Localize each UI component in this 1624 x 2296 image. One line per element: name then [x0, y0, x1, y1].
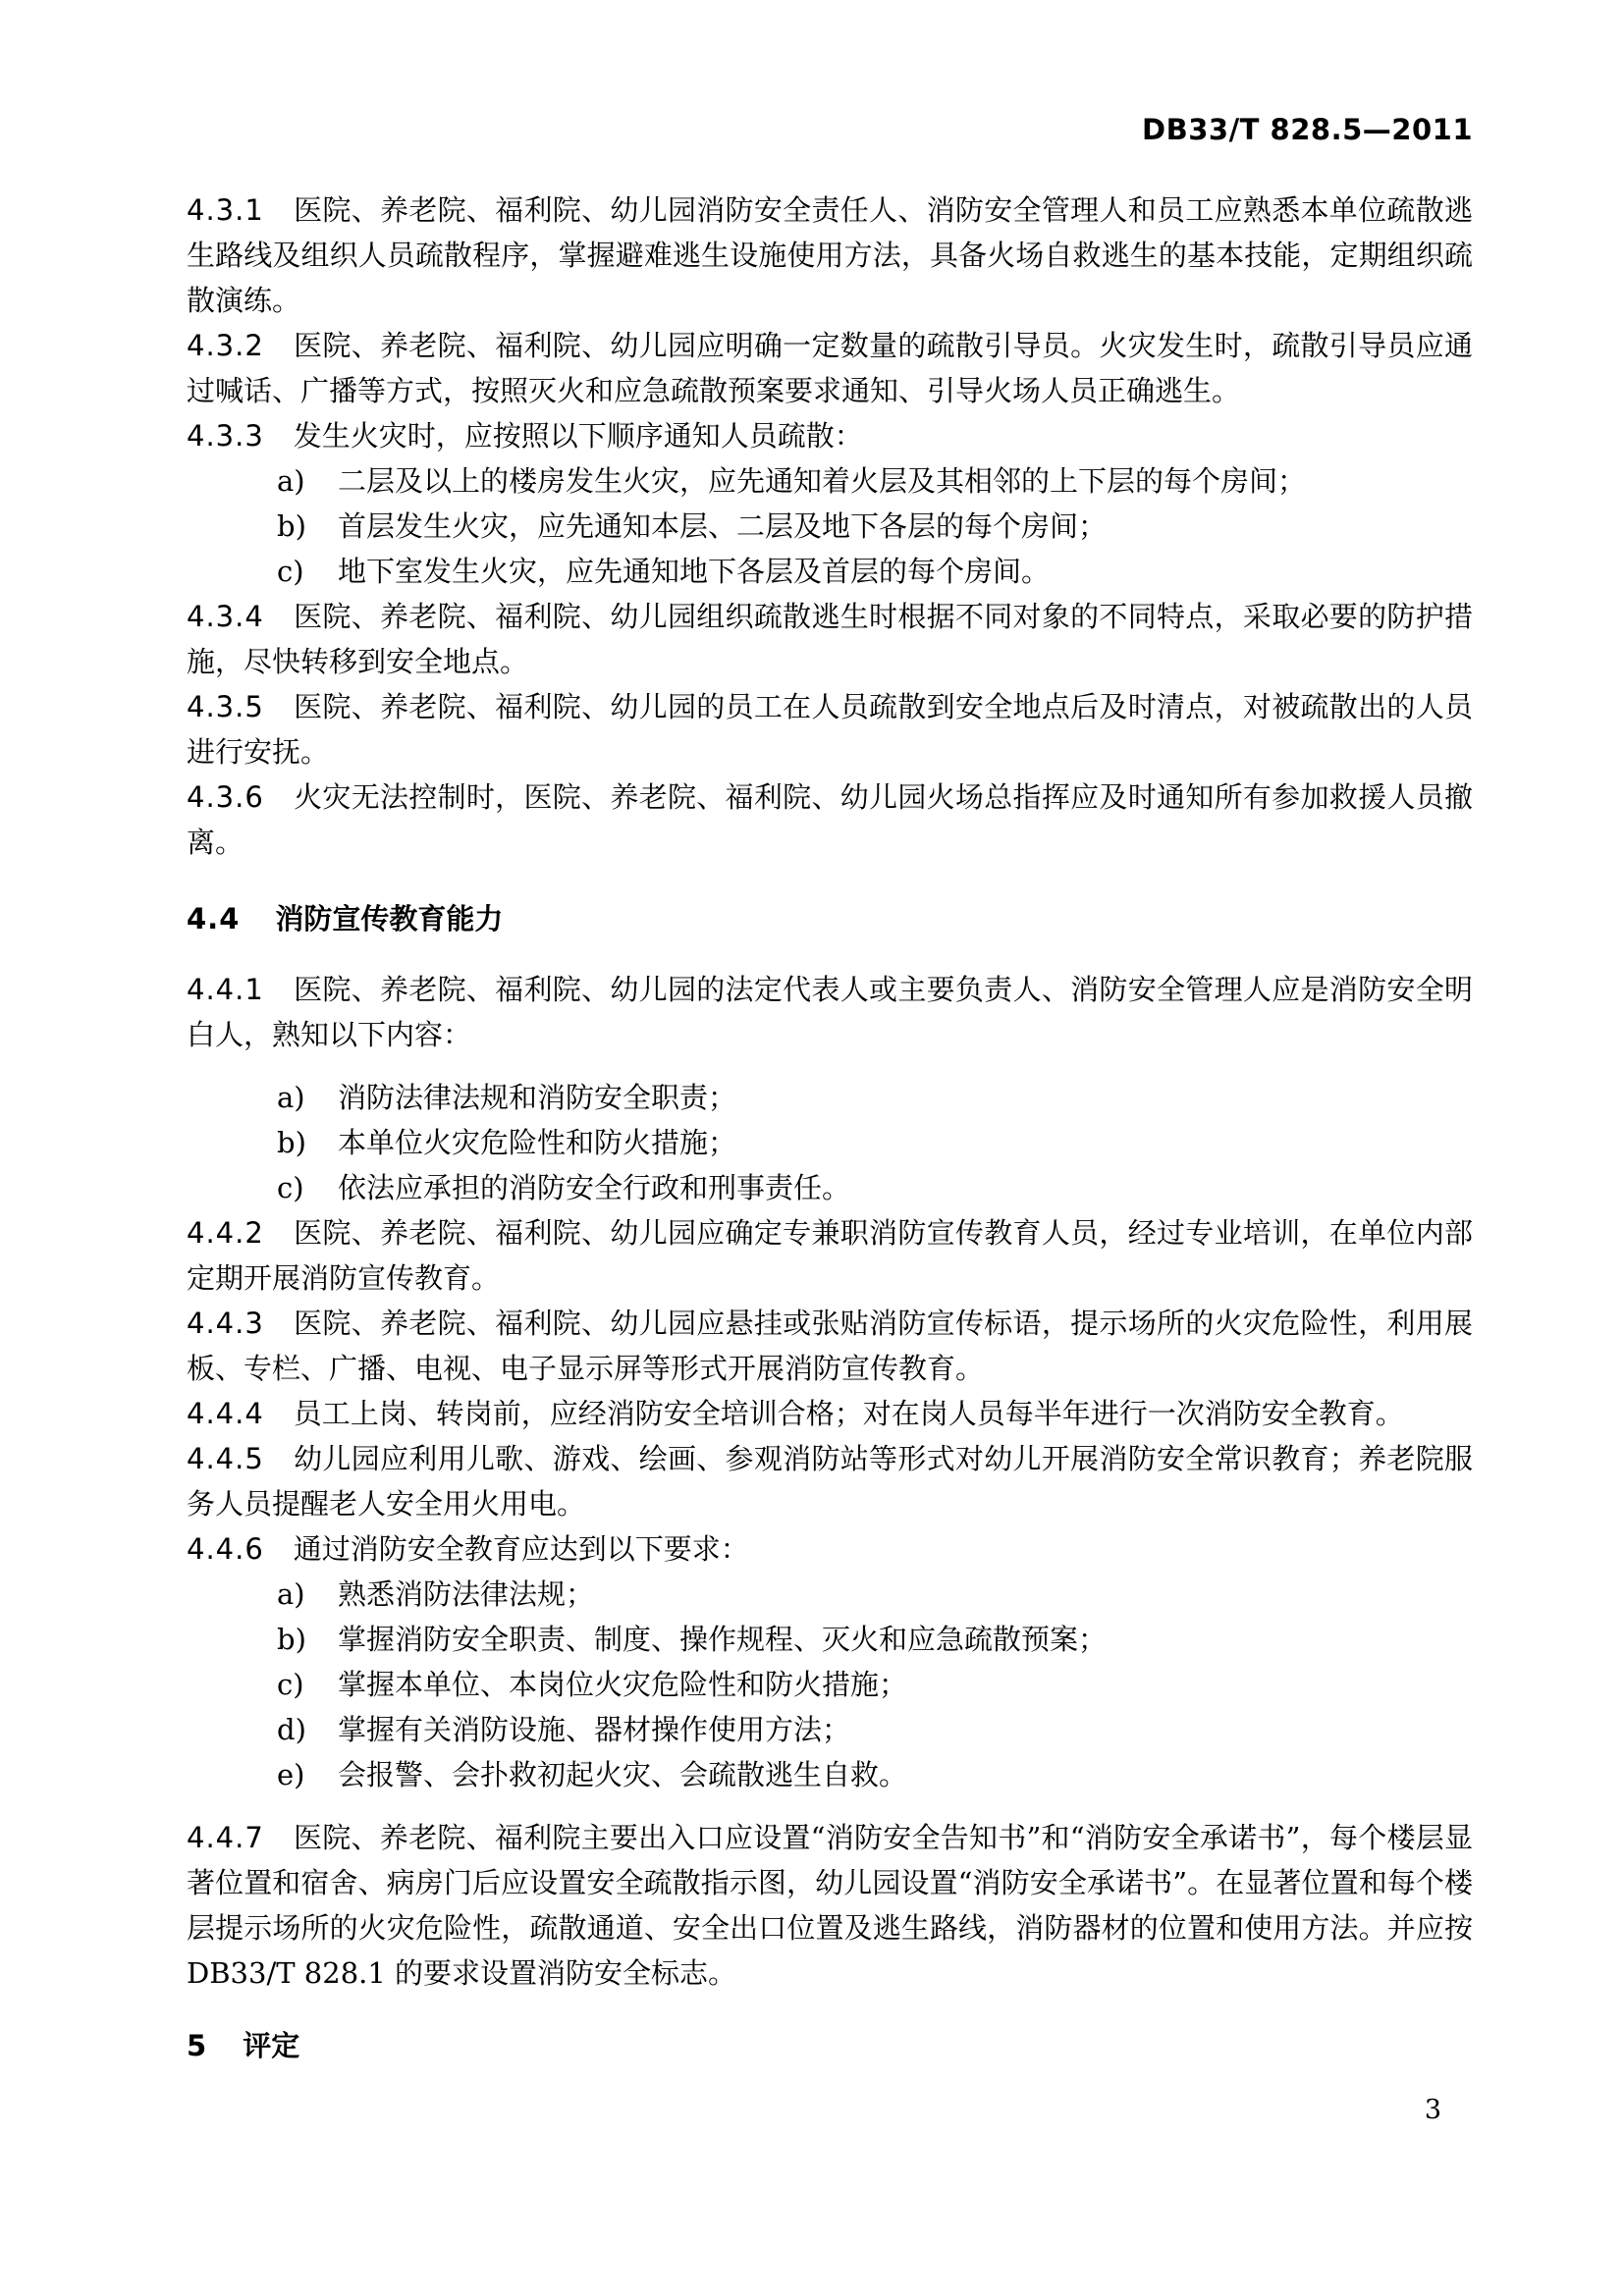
document-body: [187, 187, 1473, 2068]
clause-text: 医院、养老院、福利院、幼儿园应悬挂或张贴消防宣传标语，提示场所的火灾危险性，利用展板、专栏、广播、电视、电子显示屏等形式开展消防宣传教育。: [187, 1307, 1473, 1385]
list-item-text: 本单位火灾危险性和防火措施；: [338, 1126, 737, 1159]
list-item-label: c): [277, 1668, 304, 1701]
section-number: 5: [187, 2029, 208, 2062]
list-item-text: 二层及以上的楼房发生火灾，应先通知着火层及其相邻的上下层的每个房间；: [338, 464, 1307, 498]
section-title: 消防宣传教育能力: [275, 902, 504, 935]
doc-number: DB33/T 828.5—2011: [1142, 113, 1473, 146]
clause-number: 4.3.6: [187, 780, 264, 814]
list-item-text: 首层发生火灾，应先通知本层、二层及地下各层的每个房间；: [338, 509, 1108, 543]
list-item: [187, 1165, 1473, 1210]
clause-number: 4.3.2: [187, 329, 264, 362]
clause-paragraph: [187, 1526, 1473, 1572]
list-item: [187, 1075, 1473, 1120]
clause-text: 幼儿园应利用儿歌、游戏、绘画、参观消防站等形式对幼儿开展消防安全常识教育；养老院服务人员提醒老人安全用火用电。: [187, 1442, 1473, 1521]
list-item-text: 掌握有关消防设施、器材操作使用方法；: [338, 1713, 851, 1746]
clause-paragraph: [187, 1210, 1473, 1301]
list-item: [187, 549, 1473, 594]
clause-paragraph: [187, 1391, 1473, 1436]
section-heading: [187, 2023, 1473, 2068]
clause-number: 4.4.1: [187, 973, 264, 1006]
clause-number: 4.4.5: [187, 1442, 264, 1475]
list-item-label: b): [277, 1126, 306, 1159]
list-item: [187, 504, 1473, 549]
clause-number: 4.3.4: [187, 600, 264, 633]
list-item-text: 掌握消防安全职责、制度、操作规程、灭火和应急疏散预案；: [338, 1623, 1108, 1656]
list-item-label: e): [277, 1758, 305, 1791]
clause-paragraph: [187, 187, 1473, 323]
clause-paragraph: [187, 413, 1473, 458]
section-title: 评定: [243, 2029, 300, 2062]
list-item: [187, 1120, 1473, 1165]
clause-number: 4.4.4: [187, 1397, 264, 1430]
clause-text: 医院、养老院、福利院、幼儿园的员工在人员疏散到安全地点后及时清点，对被疏散出的人员进行安抚。: [187, 690, 1473, 769]
clause-text: 发生火灾时，应按照以下顺序通知人员疏散：: [293, 419, 863, 453]
clause-text: 医院、养老院、福利院、幼儿园消防安全责任人、消防安全管理人和员工应熟悉本单位疏散逃生路线及组织人员疏散程序，掌握避难逃生设施使用方法，具备火场自救逃生的基本技能，定期组织疏散演练。: [187, 193, 1473, 317]
clause-paragraph: [187, 1301, 1473, 1391]
list-item-label: c): [277, 555, 304, 588]
clause-number: 4.4.7: [187, 1821, 264, 1854]
list-item: [187, 1617, 1473, 1662]
clause-number: 4.3.3: [187, 419, 264, 453]
clause-text: 医院、养老院、福利院主要出入口应设置“消防安全告知书”和“消防安全承诺书”，每个楼层显著位置和宿舍、病房门后应设置安全疏散指示图，幼儿园设置“消防安全承诺书”。在显著位置和每个楼层提示场所的火灾危险性，疏散通道、安全出口位置及逃生路线，消防器材的位置和使用方法。并应按 DB33/T 828.1 的要求设置消防安全标志。: [187, 1821, 1473, 1990]
clause-paragraph: [187, 684, 1473, 774]
clause-text: 医院、养老院、福利院、幼儿园的法定代表人或主要负责人、消防安全管理人应是消防安全明白人，熟知以下内容：: [187, 973, 1473, 1051]
section-heading: [187, 896, 1473, 941]
clause-number: 4.3.1: [187, 193, 264, 227]
list-item: [187, 1707, 1473, 1752]
list-item-label: a): [277, 464, 305, 498]
list-item: [187, 1752, 1473, 1797]
clause-number: 4.3.5: [187, 690, 264, 723]
section-number: 4.4: [187, 902, 241, 935]
list-item-text: 依法应承担的消防安全行政和刑事责任。: [338, 1171, 851, 1204]
clause-text: 医院、养老院、福利院、幼儿园应确定专兼职消防宣传教育人员，经过专业培训，在单位内部定期开展消防宣传教育。: [187, 1216, 1473, 1295]
list-item-text: 地下室发生火灾，应先通知地下各层及首层的每个房间。: [338, 555, 1051, 588]
clause-paragraph: [187, 967, 1473, 1057]
clause-number: 4.4.3: [187, 1307, 264, 1340]
document-header: [187, 113, 1473, 146]
clause-paragraph: [187, 594, 1473, 684]
list-item-text: 消防法律法规和消防安全职责；: [338, 1081, 737, 1114]
clause-paragraph: [187, 774, 1473, 865]
clause-text: 火灾无法控制时，医院、养老院、福利院、幼儿园火场总指挥应及时通知所有参加救援人员撤离。: [187, 780, 1473, 859]
clause-text: 医院、养老院、福利院、幼儿园组织疏散逃生时根据不同对象的不同特点，采取必要的防护措施，尽快转移到安全地点。: [187, 600, 1473, 678]
clause-paragraph: [187, 1815, 1473, 1996]
clause-paragraph: [187, 323, 1473, 413]
list-item-label: a): [277, 1081, 305, 1114]
list-item-label: a): [277, 1577, 305, 1611]
list-item-text: 会报警、会扑救初起火灾、会疏散逃生自救。: [338, 1758, 908, 1791]
list-item-text: 熟悉消防法律法规；: [338, 1577, 595, 1611]
clause-number: 4.4.6: [187, 1532, 264, 1566]
page-number: 3: [1424, 2095, 1441, 2125]
list-item-text: 掌握本单位、本岗位火灾危险性和防火措施；: [338, 1668, 908, 1701]
clause-number: 4.4.2: [187, 1216, 264, 1250]
list-item-label: b): [277, 1623, 306, 1656]
list-item-label: c): [277, 1171, 304, 1204]
list-item: [187, 458, 1473, 504]
clause-paragraph: [187, 1436, 1473, 1526]
clause-text: 医院、养老院、福利院、幼儿园应明确一定数量的疏散引导员。火灾发生时，疏散引导员应通过喊话、广播等方式，按照灭火和应急疏散预案要求通知、引导火场人员正确逃生。: [187, 329, 1473, 407]
list-item: [187, 1572, 1473, 1617]
clause-text: 通过消防安全教育应达到以下要求：: [293, 1532, 749, 1566]
clause-text: 员工上岗、转岗前，应经消防安全培训合格；对在岗人员每半年进行一次消防安全教育。: [293, 1397, 1404, 1430]
list-item: [187, 1662, 1473, 1707]
list-item-label: b): [277, 509, 306, 543]
list-item-label: d): [277, 1713, 306, 1746]
